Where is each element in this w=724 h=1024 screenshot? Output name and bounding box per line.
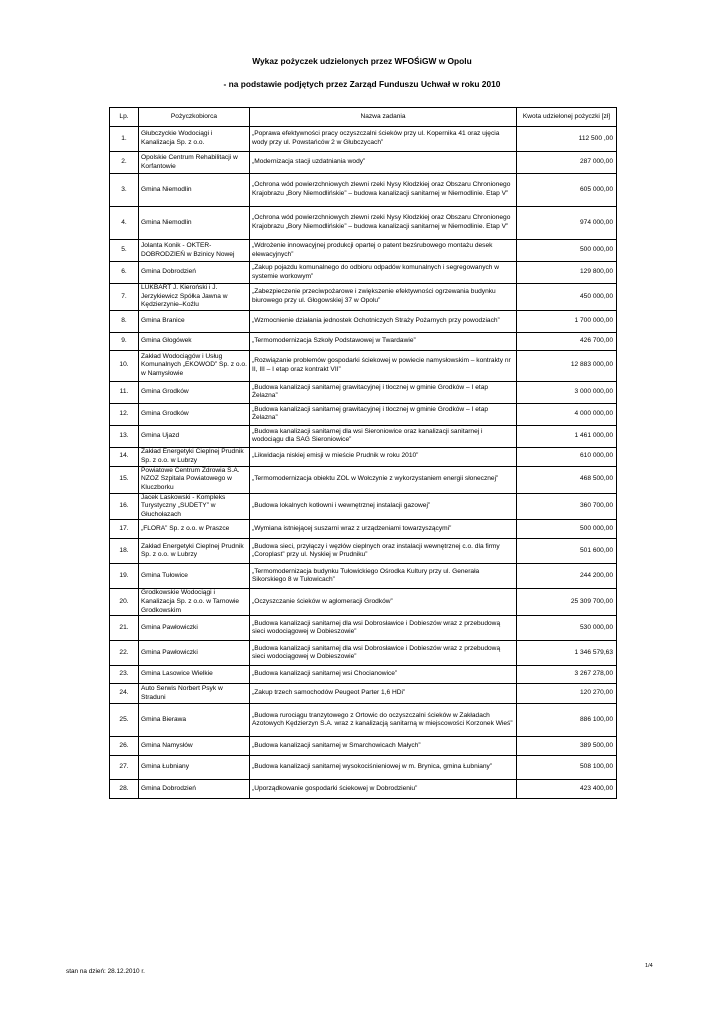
cell-amount: 508 100,00 — [517, 756, 617, 780]
table-row — [110, 564, 617, 589]
cell-lp: 9. — [110, 332, 139, 350]
cell-task: „Poprawa efektywności pracy oczyszczalni ścieków przy ul. Kopernika 41 oraz ujęcia wody przy ul. Powstańców 2 w Głubczycach” — [250, 127, 517, 152]
cell-lp: 23. — [110, 666, 139, 684]
cell-task: „Budowa rurociągu tranzytowego z Ortowic do oczyszczalni ścieków w Zakładach Azotowych Kędzierzyn S.A. wraz z kanalizacją sanitarną w miejscowości Korzonek Wieś” — [250, 704, 517, 737]
cell-task: „Ochrona wód powierzchniowych zlewni rzeki Nysy Kłodzkiej oraz Obszaru Chronionego Krajobrazu „Bory Niemodlińskie” – budowa kanalizacji sanitarnej w Niemodlinie. Etap V” — [250, 207, 517, 240]
header-amount: Kwota udzielonej pożyczki [zł] — [517, 108, 617, 127]
cell-amount: 1 461 000,00 — [517, 425, 617, 447]
cell-borrower: Gmina Namysłów — [139, 737, 250, 756]
cell-lp: 14. — [110, 447, 139, 466]
cell-amount: 886 100,00 — [517, 704, 617, 737]
table-row — [110, 539, 617, 564]
cell-lp: 19. — [110, 564, 139, 589]
cell-task: „Zakup trzech samochodów Peugeot Parter 1,6 HDi” — [250, 684, 517, 704]
table-body — [110, 127, 617, 799]
table-row — [110, 332, 617, 350]
cell-amount: 287 000,00 — [517, 152, 617, 174]
cell-lp: 26. — [110, 737, 139, 756]
loans-table — [109, 107, 617, 799]
cell-task: „Termomodernizacja obiektu ZOL w Wołczynie z wykorzystaniem energii słonecznej” — [250, 466, 517, 493]
header-borrower: Pożyczkobiorca — [139, 108, 250, 127]
cell-borrower: Zakład Energetyki Cieplnej Prudnik Sp. z o.o. w Lubrzy — [139, 539, 250, 564]
table-row — [110, 616, 617, 641]
table-row — [110, 262, 617, 284]
cell-lp: 12. — [110, 403, 139, 425]
cell-lp: 7. — [110, 284, 139, 311]
cell-lp: 22. — [110, 641, 139, 666]
cell-lp: 18. — [110, 539, 139, 564]
cell-amount: 12 883 000,00 — [517, 350, 617, 381]
cell-task: „Modernizacja stacji uzdatniania wody” — [250, 152, 517, 174]
cell-borrower: Gmina Pawłowiczki — [139, 641, 250, 666]
cell-amount: 25 309 700,00 — [517, 589, 617, 616]
cell-task: „Budowa kanalizacji sanitarnej wysokociśnieniowej w m. Brynica, gmina Łubniany” — [250, 756, 517, 780]
cell-task: „Termomodernizacja Szkoły Podstawowej w Twardawie” — [250, 332, 517, 350]
cell-borrower: Gmina Ujazd — [139, 425, 250, 447]
cell-amount: 974 000,00 — [517, 207, 617, 240]
cell-task: „Budowa kanalizacji sanitarnej dla wsi Dobrosławice i Dobieszów wraz z przebudową sieci wodociągowej w Dobieszowie” — [250, 616, 517, 641]
cell-borrower: Zakład Wodociągów i Usług Komunalnych „EKOWOD” Sp. z o.o. w Namysłowie — [139, 350, 250, 381]
cell-task: „Budowa kanalizacji sanitarnej dla wsi Sieroniowice oraz kanalizacji sanitarnej i wodociągu dla SAG Sieroniowice” — [250, 425, 517, 447]
cell-amount: 360 700,00 — [517, 493, 617, 520]
table-row — [110, 240, 617, 262]
table-row — [110, 756, 617, 780]
cell-amount: 1 346 579,63 — [517, 641, 617, 666]
table-row — [110, 589, 617, 616]
cell-task: „Budowa kanalizacji sanitarnej grawitacyjnej i tłocznej w gminie Grodków – I etap Żelazna” — [250, 403, 517, 425]
cell-amount: 468 500,00 — [517, 466, 617, 493]
header-task: Nazwa zadania — [250, 108, 517, 127]
cell-amount: 530 000,00 — [517, 616, 617, 641]
cell-borrower: Gmina Branice — [139, 310, 250, 332]
cell-task: „Wymiana istniejącej suszarni wraz z urządzeniami towarzyszącymi” — [250, 520, 517, 539]
table-row — [110, 447, 617, 466]
cell-lp: 2. — [110, 152, 139, 174]
cell-task: „Budowa kanalizacji sanitarnej wsi Chocianowice” — [250, 666, 517, 684]
cell-amount: 450 000,00 — [517, 284, 617, 311]
cell-lp: 11. — [110, 381, 139, 403]
table-row — [110, 425, 617, 447]
table-row — [110, 284, 617, 311]
cell-lp: 25. — [110, 704, 139, 737]
cell-task: „Budowa sieci, przyłączy i węzłów cieplnych oraz instalacji wewnętrznej c.o. dla firmy „Coroplast” przy ul. Nyskiej w Prudniku” — [250, 539, 517, 564]
cell-lp: 6. — [110, 262, 139, 284]
cell-amount: 112 500 ,00 — [517, 127, 617, 152]
cell-task: „Budowa kanalizacji sanitarnej grawitacyjnej i tłocznej w gminie Grodków – I etap Żelazna” — [250, 381, 517, 403]
table-row — [110, 666, 617, 684]
cell-task: „Budowa kanalizacji sanitarnej w Smarchowicach Małych” — [250, 737, 517, 756]
status-date: stan na dzień: 28.12.2010 r. — [66, 968, 145, 975]
cell-task: „Uporządkowanie gospodarki ściekowej w Dobrodzieniu” — [250, 780, 517, 799]
cell-borrower: Gmina Niemodlin — [139, 207, 250, 240]
cell-borrower: Gmina Tułowice — [139, 564, 250, 589]
table-row — [110, 127, 617, 152]
document-subtitle: - na podstawie podjętych przez Zarząd Funduszu Uchwał w roku 2010 — [223, 79, 501, 89]
cell-borrower: Gmina Pawłowiczki — [139, 616, 250, 641]
table-row — [110, 520, 617, 539]
cell-lp: 3. — [110, 174, 139, 207]
cell-borrower: Jolanta Konik - OKTER-DOBRODZIEŃ w Bzinicy Nowej — [139, 240, 250, 262]
cell-amount: 605 000,00 — [517, 174, 617, 207]
cell-amount: 4 000 000,00 — [517, 403, 617, 425]
cell-borrower: Grodkowskie Wodociągi i Kanalizacja Sp. z o.o. w Tarnowie Grodkowskim — [139, 589, 250, 616]
cell-lp: 4. — [110, 207, 139, 240]
table-row — [110, 704, 617, 737]
cell-amount: 426 700,00 — [517, 332, 617, 350]
cell-lp: 16. — [110, 493, 139, 520]
table-row — [110, 152, 617, 174]
cell-task: „Rozwiązanie problemów gospodarki ściekowej w powiecie namysłowskim – kontrakty nr II, III – I etap oraz kontrakt VII” — [250, 350, 517, 381]
cell-borrower: Powiatowe Centrum Zdrowia S.A. NZOZ Szpitala Powiatowego w Kluczborku — [139, 466, 250, 493]
cell-amount: 500 000,00 — [517, 240, 617, 262]
cell-lp: 27. — [110, 756, 139, 780]
cell-task: „Budowa lokalnych kotłowni i wewnętrznej instalacji gazowej” — [250, 493, 517, 520]
cell-amount: 500 000,00 — [517, 520, 617, 539]
cell-task: „Likwidacja niskiej emisji w mieście Prudnik w roku 2010” — [250, 447, 517, 466]
cell-borrower: Gmina Grodków — [139, 381, 250, 403]
cell-task: „Wzmocnienie działania jednostek Ochotniczych Straży Pożarnych przy powodziach” — [250, 310, 517, 332]
cell-lp: 15. — [110, 466, 139, 493]
cell-task: „Zabezpieczenie przeciwpożarowe i zwiększenie efektywności ogrzewania budynku biurowego przy ul. Głogowskiej 37 w Opolu” — [250, 284, 517, 311]
cell-task: „Termomodernizacja budynku Tułowickiego Ośrodka Kultury przy ul. Generała Sikorskiego 8 w Tułowicach” — [250, 564, 517, 589]
cell-amount: 3 000 000,00 — [517, 381, 617, 403]
cell-borrower: Auto Serwis Norbert Psyk w Straduni — [139, 684, 250, 704]
cell-borrower: Gmina Dobrodzień — [139, 780, 250, 799]
table-row — [110, 310, 617, 332]
cell-borrower: LUKBART J. Kieroński i J. Jerzykiewicz Spółka Jawna w Kędzierzynie–Koźlu — [139, 284, 250, 311]
table-row — [110, 174, 617, 207]
header-lp: Lp. — [110, 108, 139, 127]
table-row — [110, 493, 617, 520]
cell-lp: 24. — [110, 684, 139, 704]
cell-borrower: „FLORA” Sp. z o.o. w Praszce — [139, 520, 250, 539]
cell-borrower: Gmina Lasowice Wielkie — [139, 666, 250, 684]
cell-lp: 20. — [110, 589, 139, 616]
table-row — [110, 381, 617, 403]
cell-lp: 10. — [110, 350, 139, 381]
cell-borrower: Zakład Energetyki Cieplnej Prudnik Sp. z o.o. w Lubrzy — [139, 447, 250, 466]
table-row — [110, 466, 617, 493]
table-row — [110, 737, 617, 756]
cell-amount: 129 800,00 — [517, 262, 617, 284]
cell-lp: 17. — [110, 520, 139, 539]
cell-amount: 3 267 278,00 — [517, 666, 617, 684]
cell-task: „Ochrona wód powierzchniowych zlewni rzeki Nysy Kłodzkiej oraz Obszaru Chronionego Krajobrazu „Bory Niemodlińskie” – budowa kanalizacji sanitarnej w Niemodlinie. Etap V” — [250, 174, 517, 207]
cell-amount: 423 400,00 — [517, 780, 617, 799]
cell-borrower: Gmina Bierawa — [139, 704, 250, 737]
cell-lp: 8. — [110, 310, 139, 332]
cell-amount: 610 000,00 — [517, 447, 617, 466]
cell-amount: 244 200,00 — [517, 564, 617, 589]
table-row — [110, 207, 617, 240]
table-header-row — [110, 108, 617, 127]
page-number: 1/4 — [645, 963, 653, 969]
cell-lp: 28. — [110, 780, 139, 799]
cell-borrower: Gmina Łubniany — [139, 756, 250, 780]
cell-borrower: Gmina Grodków — [139, 403, 250, 425]
table-row — [110, 780, 617, 799]
cell-borrower: Głubczyckie Wodociągi i Kanalizacja Sp. z o.o. — [139, 127, 250, 152]
document-title: Wykaz pożyczek udzielonych przez WFOŚiGW w Opolu — [252, 56, 472, 66]
cell-lp: 5. — [110, 240, 139, 262]
cell-task: „Wdrożenie innowacyjnej produkcji opartej o patent bezśrubowego montażu desek elewacyjnych” — [250, 240, 517, 262]
cell-task: „Budowa kanalizacji sanitarnej dla wsi Dobrosławice i Dobieszów wraz z przebudową sieci wodociągowej w Dobieszowie” — [250, 641, 517, 666]
cell-amount: 120 270,00 — [517, 684, 617, 704]
cell-borrower: Gmina Niemodlin — [139, 174, 250, 207]
cell-borrower: Jacek Laskowski - Kompleks Turystyczny „SUDETY” w Głuchołazach — [139, 493, 250, 520]
cell-task: „Zakup pojazdu komunalnego do odbioru odpadów komunalnych i segregowanych w systemie workowym” — [250, 262, 517, 284]
cell-task: „Oczyszczanie ścieków w aglomeracji Grodków” — [250, 589, 517, 616]
cell-borrower: Gmina Głogówek — [139, 332, 250, 350]
table-row — [110, 684, 617, 704]
cell-amount: 1 700 000,00 — [517, 310, 617, 332]
cell-borrower: Opolskie Centrum Rehabilitacji w Korfantowie — [139, 152, 250, 174]
cell-amount: 501 600,00 — [517, 539, 617, 564]
table-row — [110, 350, 617, 381]
cell-borrower: Gmina Dobrodzień — [139, 262, 250, 284]
table-row — [110, 641, 617, 666]
cell-lp: 1. — [110, 127, 139, 152]
cell-amount: 389 500,00 — [517, 737, 617, 756]
cell-lp: 21. — [110, 616, 139, 641]
table-row — [110, 403, 617, 425]
cell-lp: 13. — [110, 425, 139, 447]
